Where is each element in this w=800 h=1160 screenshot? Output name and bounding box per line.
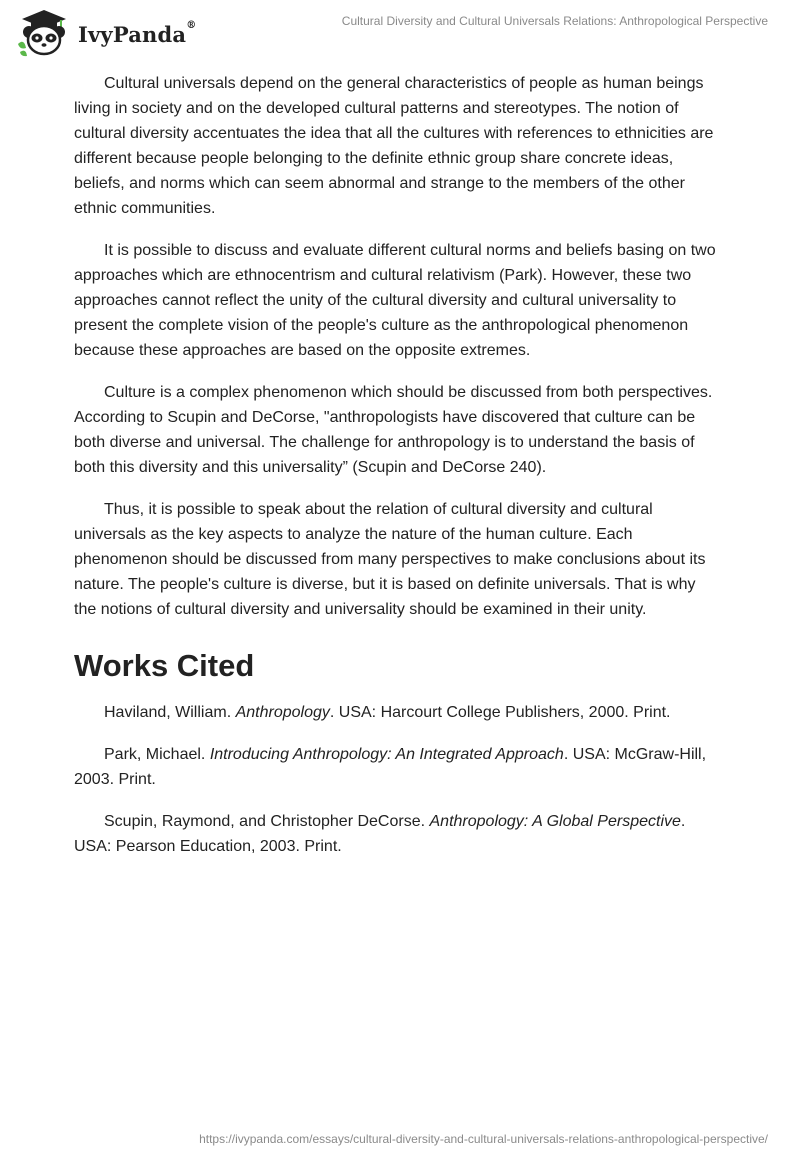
essay-paragraph: It is possible to discuss and evaluate different cultural norms and beliefs basing on two approaches which are ethnocentrism and cultural relativism (Park). However, these two approaches cannot reflect the unity of the cultural diversity and cultural universality to present the complete vision of the people's culture as the anthropological phenomenon because these approaches are based on the opposite extremes. <box>74 242 716 359</box>
citation-entry: Scupin, Raymond, and Christopher DeCorse. Anthropology: A Global Perspective. USA: Pearson Education, 2003. Print. <box>74 813 686 855</box>
ivypanda-logo[interactable] <box>14 8 196 58</box>
citation-entry: Park, Michael. Introducing Anthropology: An Integrated Approach. USA: McGraw-Hill, 2003. Print. <box>74 746 707 788</box>
citation-title: Introducing Anthropology: An Integrated Approach <box>209 746 564 763</box>
document-title: Cultural Diversity and Cultural Universals Relations: Anthropological Perspective <box>341 14 768 28</box>
panda-graduate-icon <box>14 8 74 58</box>
source-url[interactable]: https://ivypanda.com/essays/cultural-diversity-and-cultural-universals-relations-anthropological-perspective/ <box>199 1132 768 1146</box>
works-cited-heading: Works Cited <box>74 648 255 683</box>
essay-paragraph: Culture is a complex phenomenon which should be discussed from both perspectives. According to Scupin and DeCorse, "anthropologists have discovered that culture can be both diverse and universal. The challenge for anthropology is to understand the basis of both this diversity and this universality” (Scupin and DeCorse 240). <box>74 384 713 476</box>
essay-content <box>74 71 720 876</box>
essay-paragraph: Thus, it is possible to speak about the relation of cultural diversity and cultural universals as the key aspects to analyze the nature of the human culture. Each phenomenon should be discussed from many perspectives to make conclusions about its nature. The people's culture is diverse, but it is based on definite universals. That is why the notions of cultural diversity and universality should be examined in their unity. <box>74 501 706 618</box>
page-header <box>0 0 800 70</box>
citation-entry: Haviland, William. Anthropology. USA: Harcourt College Publishers, 2000. Print. <box>104 704 671 721</box>
citation-title: Anthropology: A Global Perspective <box>429 813 681 830</box>
brand-name: IvyPanda® <box>78 19 197 47</box>
citation-title: Anthropology <box>235 704 330 721</box>
essay-paragraph: Cultural universals depend on the general characteristics of people as human beings living in society and on the developed cultural patterns and stereotypes. The notion of cultural diversity accentuates the idea that all the cultures with references to ethnicities are different because people belonging to the definite ethnic group share concrete ideas, beliefs, and norms which can seem abnormal and strange to the members of the other ethnic communities. <box>74 75 714 217</box>
